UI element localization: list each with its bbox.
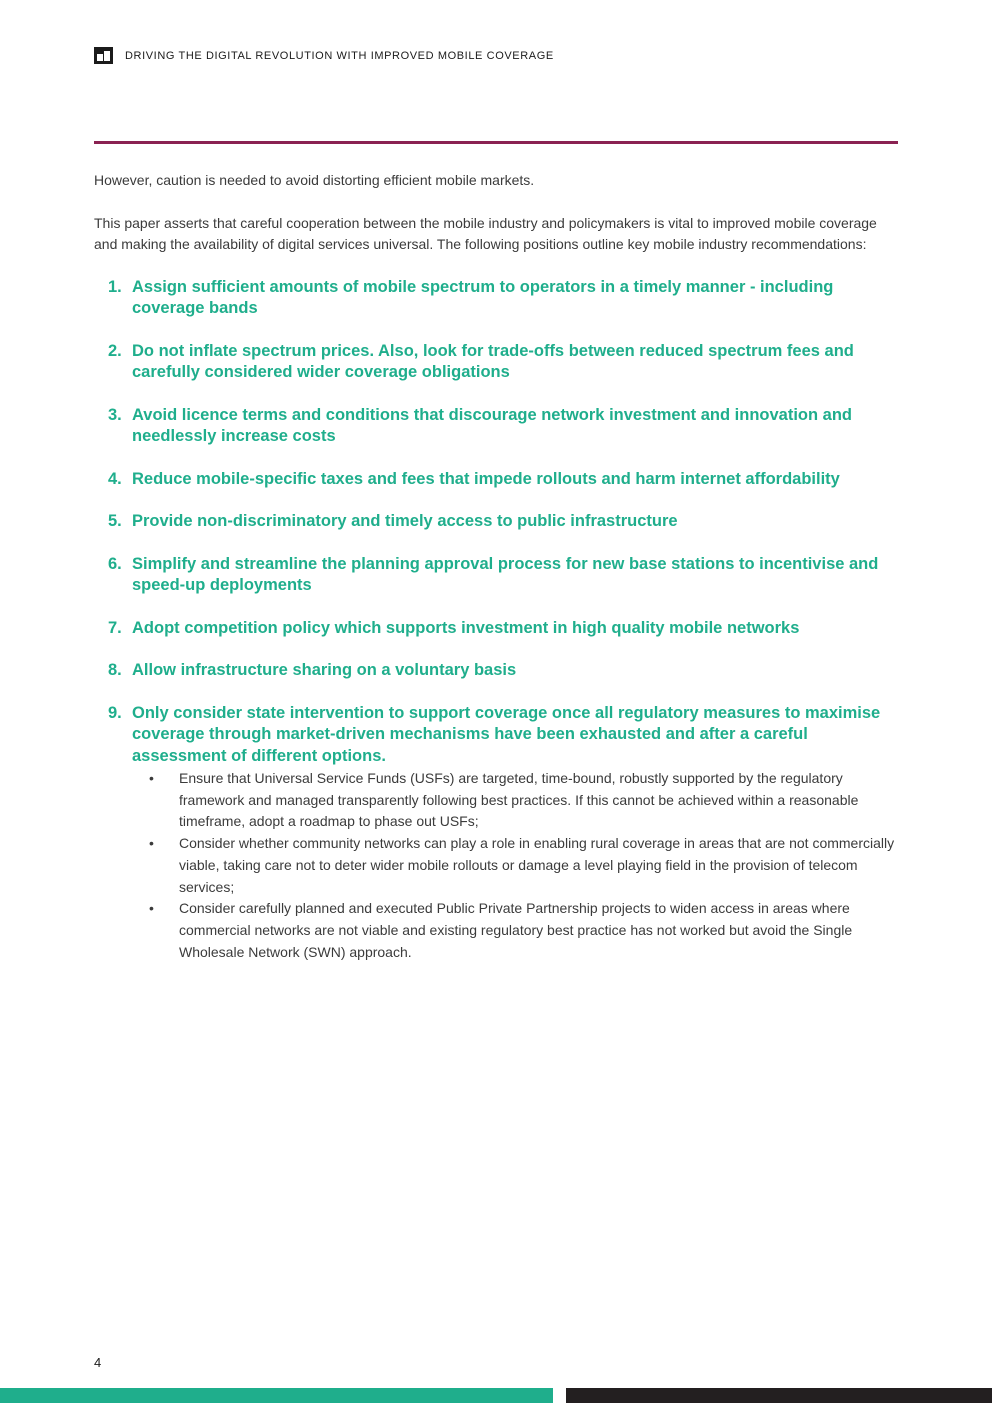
- sub-bullet-item: [132, 768, 898, 833]
- bullet-icon: •: [149, 835, 154, 852]
- bullet-icon: •: [149, 770, 154, 786]
- recommendation-text: Avoid licence terms and conditions that discourage network investment and innovation and needlessly increase costs: [132, 405, 853, 445]
- recommendation-text: Adopt competition policy which supports investment in high quality mobile networks: [132, 618, 800, 637]
- main-content: [94, 170, 898, 984]
- sub-bullet-text: Ensure that Universal Service Funds (USFs) are targeted, time-bound, robustly supported by the regulatory framework and managed transparently following best practices. If this cannot be achieved within a reasonable timeframe, adopt a roadmap to phase out USFs;: [179, 770, 859, 830]
- sub-bullet-text: Consider carefully planned and executed Public Private Partnership projects to widen access in areas where commercial networks are not viable and existing regulatory best practice has not worked but avoid the Single Wholesale Network (SWN) approach.: [179, 900, 853, 960]
- recommendation-item: [94, 554, 898, 597]
- recommendation-text: Allow infrastructure sharing on a voluntary basis: [132, 661, 517, 679]
- bullet-icon: •: [149, 900, 154, 917]
- recommendation-number: 8.: [108, 661, 122, 679]
- recommendation-number: 2.: [108, 341, 122, 360]
- recommendation-item: [94, 277, 898, 320]
- footer-green-bar: [0, 1388, 553, 1403]
- header-divider: [94, 141, 898, 144]
- intro-paragraph-2: This paper asserts that careful cooperation between the mobile industry and policymakers is vital to improved mobile coverage and making the availability of digital services universal. The following positions outline key mobile industry recommendations:: [94, 214, 877, 252]
- recommendation-number: 7.: [108, 618, 122, 637]
- recommendation-item: [94, 469, 898, 491]
- sub-bullet-text: Consider whether community networks can play a role in enabling rural coverage in areas that are not commercially viable, taking care not to deter wider mobile rollouts or damage a level playing field in the provision of telecom services;: [179, 835, 895, 895]
- recommendation-item: [94, 511, 898, 533]
- recommendation-number: 3.: [108, 405, 122, 424]
- recommendation-text: Assign sufficient amounts of mobile spectrum to operators in a timely manner - including coverage bands: [132, 277, 834, 317]
- recommendation-item: [94, 341, 898, 384]
- footer-dark-bar: [566, 1388, 992, 1403]
- recommendation-text: Simplify and streamline the planning approval process for new base stations to incentivise and speed-up deployments: [132, 554, 879, 594]
- recommendations-list: [94, 277, 898, 964]
- recommendation-number: 6.: [108, 554, 122, 573]
- recommendation-item: [94, 703, 898, 964]
- recommendation-number: 4.: [108, 469, 122, 488]
- recommendation-number: 1.: [108, 277, 122, 296]
- recommendation-text: Do not inflate spectrum prices. Also, look for trade-offs between reduced spectrum fees and carefully considered wider coverage obligations: [132, 341, 854, 381]
- report-logo-icon: [94, 47, 113, 64]
- recommendation-text: Provide non-discriminatory and timely access to public infrastructure: [132, 512, 678, 530]
- recommendation-number: 9.: [108, 703, 122, 722]
- recommendation-item: [94, 405, 898, 448]
- recommendation-number: 5.: [108, 512, 122, 530]
- page-header: [94, 47, 554, 64]
- page-number: 4: [94, 1355, 102, 1370]
- recommendation-item: [94, 660, 898, 682]
- sub-bullet-list: [132, 768, 898, 963]
- header-title: DRIVING THE DIGITAL REVOLUTION WITH IMPROVED MOBILE COVERAGE: [125, 49, 554, 62]
- recommendation-text: Only consider state intervention to support coverage once all regulatory measures to maximise coverage through market-driven mechanisms have been exhausted and after a careful assessment of different options.: [132, 703, 881, 765]
- recommendation-text: Reduce mobile-specific taxes and fees that impede rollouts and harm internet affordability: [132, 469, 840, 488]
- sub-bullet-item: [132, 833, 898, 898]
- sub-bullet-item: [132, 898, 898, 963]
- recommendation-item: [94, 618, 898, 640]
- intro-paragraph-1: However, caution is needed to avoid distorting efficient mobile markets.: [94, 172, 535, 188]
